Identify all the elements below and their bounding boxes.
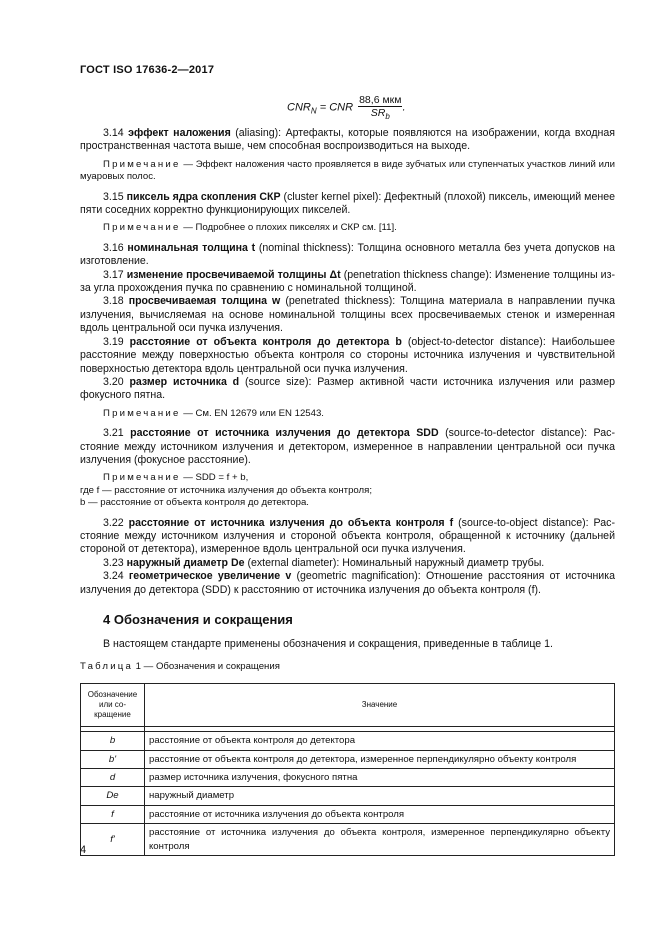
symbols-table bbox=[80, 683, 615, 856]
note-bad-pixels: Примечание — Подробнее о плохих пикселях и СКР см. [11]. bbox=[103, 222, 397, 234]
formula-lhs-sub: N bbox=[310, 106, 317, 116]
term-3-24: 3.24 геометрическое увеличение v (geometric magnification): Отношение расстояния от источника излучения до детектора (SDD) к расстоянию от источника излучения до объекта контроля (f). bbox=[80, 570, 615, 596]
formula-rhs: CNR bbox=[329, 101, 354, 114]
term-3-20: 3.20 размер источника d (source size): Размер активной части источника излучения или размер фокусного пятна. bbox=[80, 375, 615, 402]
formula-numerator: 88,6 мкм bbox=[359, 94, 402, 106]
formula-operator: = bbox=[319, 101, 327, 114]
formula-end: . bbox=[402, 101, 406, 114]
term-3-16: 3.16 номинальная толщина t (nominal thickness): Толщина основного металла без учета допусков на изготовление. bbox=[80, 241, 615, 268]
table-header-symbol: Обозначение или сокращение bbox=[81, 684, 145, 727]
term-3-22: 3.22 расстояние от источника излучения до объекта контроля f (source-to-object distance): Расстояние между источником излучения и стороной объекта контроля, обращенной к источнику (дальней стороной от детектора), измеренное вдоль центральной оси пучка излучения. bbox=[80, 516, 615, 556]
section-title: 4 Обозначения и сокращения bbox=[103, 612, 293, 627]
term-3-23: 3.23 наружный диаметр De (external diameter): Номинальный наружный диаметр трубы. bbox=[103, 556, 545, 569]
table-row: De наружный диаметр bbox=[81, 787, 615, 805]
page-number: 4 bbox=[80, 844, 87, 856]
note-sdd-where-f: где f — расстояние от источника излучения до объекта контроля; bbox=[80, 484, 372, 496]
note-aliasing: Примечание — Эффект наложения часто проявляется в виде зубчатых или ступенчатых участков линий или муаровых полос. bbox=[80, 158, 615, 183]
table-row: d размер источника излучения, фокусного пятна bbox=[81, 769, 615, 787]
formula-lhs: CNR bbox=[287, 101, 311, 114]
standard-header: ГОСТ ISO 17636-2—2017 bbox=[80, 64, 215, 76]
term-3-15: 3.15 пиксель ядра скопления СКР (cluster kernel pixel): Дефектный (плохой) пиксель, имеющий менее пяти соседних корректно функционирующих пикселей. bbox=[80, 190, 615, 217]
term-3-14: 3.14 эффект наложения (aliasing): Артефакты, которые появляются на изображении, когда входная пространственная частота выше, чем способная воспроизводиться на выходе. bbox=[80, 127, 615, 153]
table-header-meaning: Значение bbox=[145, 684, 615, 727]
table-row: b расстояние от объекта контроля до детектора bbox=[81, 732, 615, 750]
term-3-21: 3.21 расстояние от источника излучения до детектора SDD (source-to-detector distance): Расстояние между источником излучения и детектором, измеренное в направлении центральной оси пучка излучения (фокусное расстояние). bbox=[80, 427, 615, 466]
term-3-19: 3.19 расстояние от объекта контроля до детектора b (object-to-detector distance): Наибольшее расстояние между поверхностью объекта контроля со стороны источника излучения и чувствительной поверхностью детектора вдоль центральной оси пучка излучения. bbox=[80, 335, 615, 375]
term-3-17: 3.17 изменение просвечиваемой толщины Δt (penetration thickness change): Изменение толщины из-за угла прохождения пучка по сравнению с номинальной толщиной. bbox=[80, 268, 615, 295]
table-header-row bbox=[81, 684, 615, 727]
table-row: b' расстояние от объекта контроля до детектора, измеренное перпендикулярно объекту контроля bbox=[81, 750, 615, 768]
section-intro: В настоящем стандарте применены обозначения и сокращения, приведенные в таблице 1. bbox=[103, 638, 553, 651]
note-sdd: Примечание — SDD = f + b, bbox=[103, 472, 249, 484]
note-sdd-where-b: b — расстояние от объекта контроля до детектора. bbox=[80, 497, 309, 509]
cnr-formula bbox=[287, 94, 406, 121]
main-content bbox=[80, 127, 615, 856]
table-caption: Таблица 1 — Обозначения и сокращения bbox=[80, 660, 280, 672]
term-3-18: 3.18 просвечиваемая толщина w (penetrated thickness): Толщина материала в направлении пучка излучения, вычисляемая на основе номинальной толщины всех просвечиваемых стенок и измеренная вдоль центральной оси пучка излучения. bbox=[80, 295, 615, 335]
table-row: f' расстояние от источника излучения до объекта контроля, измеренное перпендикулярно объекту контроля bbox=[81, 824, 615, 856]
formula-fraction bbox=[358, 94, 402, 121]
formula-denominator: $SR_b$ bbox=[370, 107, 390, 122]
note-standards: Примечание — См. EN 12679 или EN 12543. bbox=[103, 407, 324, 419]
table-row: f расстояние от источника излучения до объекта контроля bbox=[81, 805, 615, 823]
